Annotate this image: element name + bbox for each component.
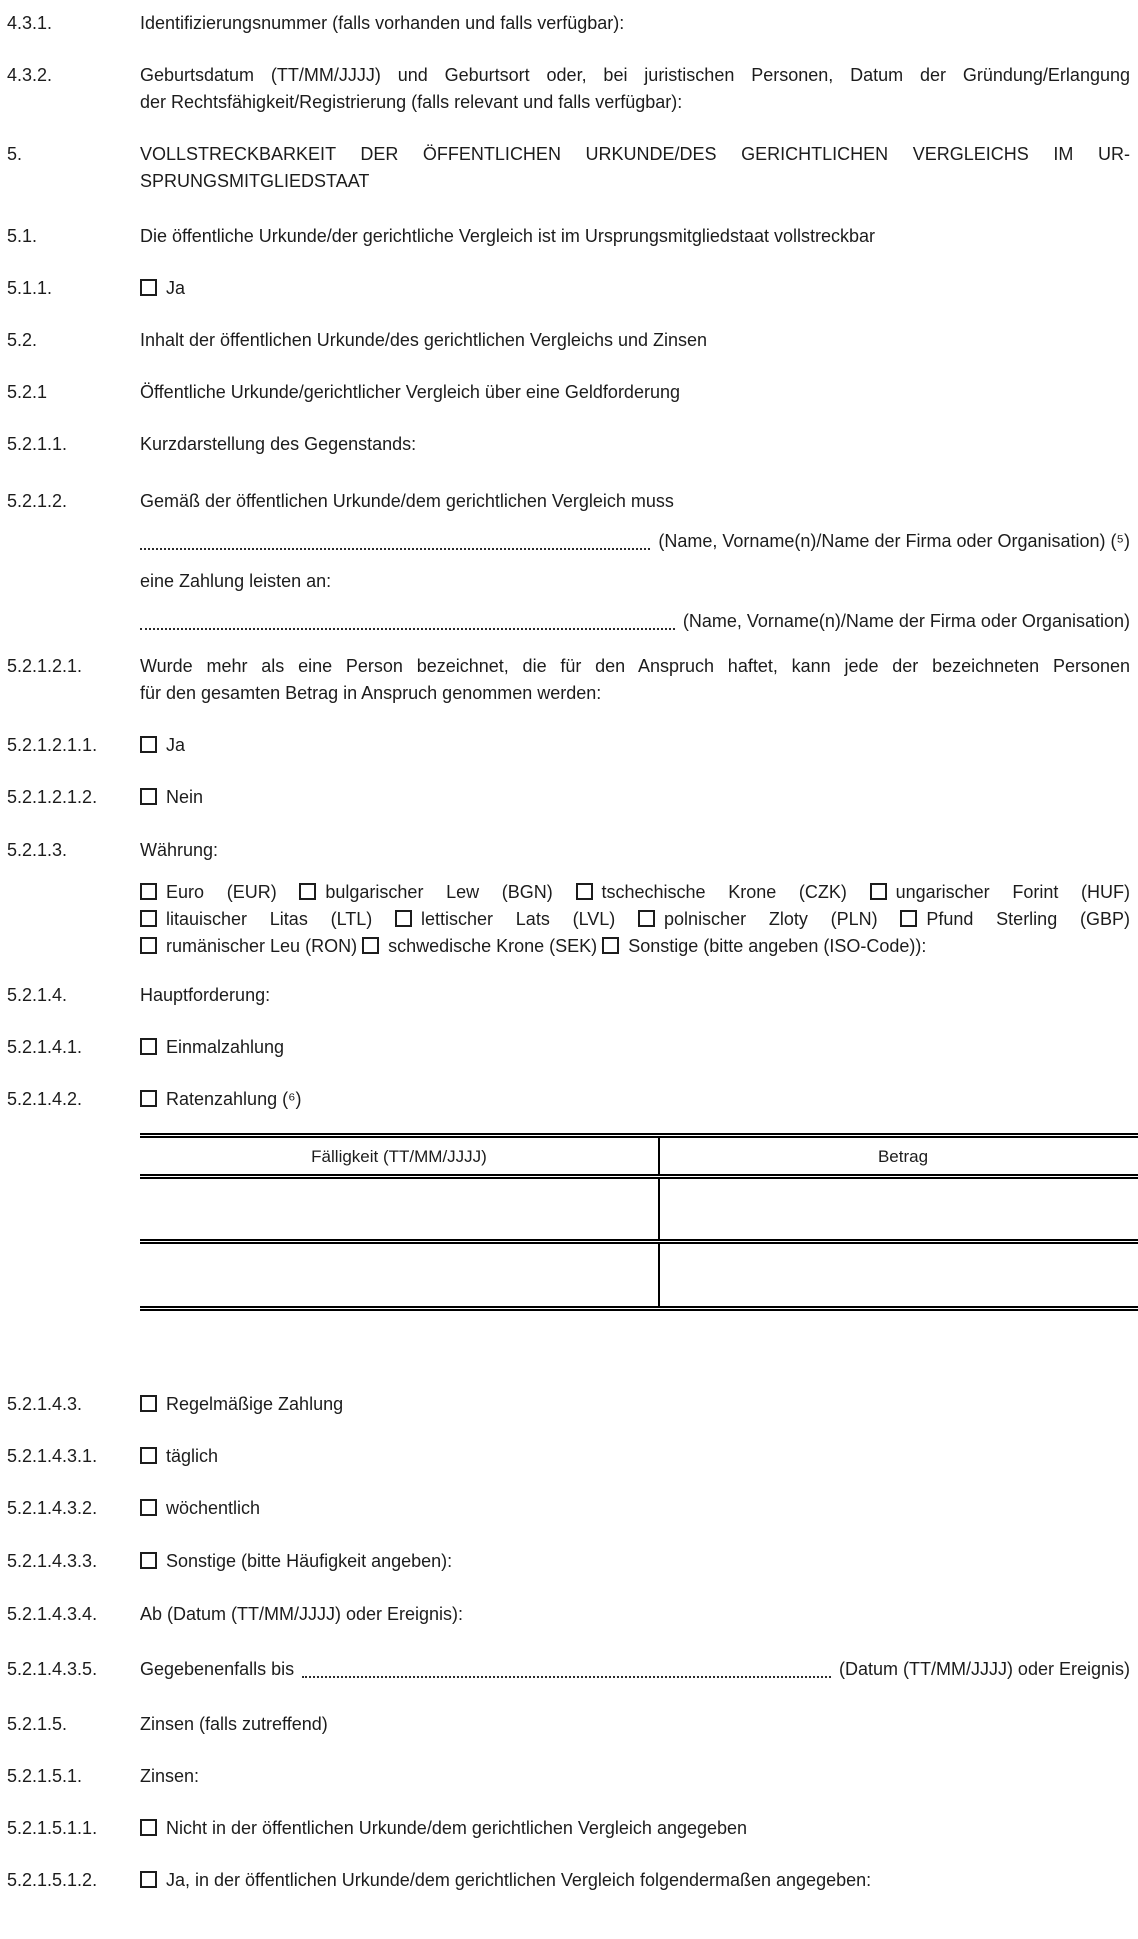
fill-in-line: [140, 608, 1130, 635]
form-row-5-2: [7, 327, 1130, 354]
form-row-5-1: [7, 223, 1130, 250]
item-number: 5.1.1.: [7, 278, 53, 298]
currency-option-label: lettischer Lats (LVL): [421, 909, 616, 929]
item-text: Währung:: [140, 840, 219, 860]
item-text: [140, 62, 1130, 116]
table-row: [140, 1242, 1138, 1309]
fill-in-label: (Name, Vorname(n)/Name der Firma oder Organisation) (⁵): [658, 531, 1130, 551]
currency-option: [140, 882, 277, 902]
dotted-input-line[interactable]: [140, 548, 650, 550]
form-row-5-2-1-5: [7, 1711, 1130, 1738]
dotted-input-line[interactable]: [302, 1676, 831, 1678]
checkbox-label: Sonstige (bitte Häufigkeit angeben):: [166, 1551, 453, 1571]
checkbox-czk[interactable]: [576, 883, 593, 900]
form-row-5-2-1-1: [7, 431, 1130, 458]
checkbox-ron[interactable]: [140, 937, 157, 954]
item-number: 5.2.1.4.3.4.: [7, 1604, 98, 1624]
item-text: Zinsen (falls zutreffend): [140, 1714, 328, 1734]
currency-option-label: rumänischer Leu (RON): [166, 936, 358, 956]
table-header-faelligkeit: Fälligkeit (TT/MM/JJJJ): [140, 1136, 659, 1177]
currency-option: [299, 882, 552, 902]
item-number: 5.2.1.2.1.: [7, 656, 83, 676]
form-row-5-2-1: [7, 379, 1130, 406]
form-row-5-2-1-4: [7, 982, 1130, 1009]
form-row-5-2-1-4-3: [7, 1391, 1130, 1418]
form-row-5-heading: [7, 141, 1130, 195]
checkbox-label: Einmalzahlung: [166, 1037, 285, 1057]
item-text: Zinsen:: [140, 1766, 200, 1786]
item-text: Die öffentliche Urkunde/der gerichtliche Vergleich ist im Ursprungsmitgliedstaat vollstreckbar: [140, 226, 875, 246]
form-row-5-2-1-4-3-5: [7, 1656, 1130, 1683]
form-row-4-3-1: [7, 10, 1130, 37]
item-number: 5.2.1.4.2.: [7, 1089, 83, 1109]
form-row-5-2-1-4-3-2: [7, 1495, 1130, 1522]
text-line: der Rechtsfähigkeit/Registrierung (falls relevant und falls verfügbar):: [140, 92, 683, 112]
checkbox-sonstige-haeufigkeit[interactable]: [140, 1552, 157, 1569]
currency-option-label: litauischer Litas (LTL): [166, 909, 373, 929]
form-row-5-1-1: [7, 275, 1130, 302]
checkbox-label: Regelmäßige Zahlung: [166, 1394, 344, 1414]
checkbox-zinsen-nicht-angegeben[interactable]: [140, 1819, 157, 1836]
currency-option: [602, 936, 926, 956]
checkbox-label: täglich: [166, 1446, 219, 1466]
text-line: Wurde mehr als eine Person bezeichnet, die für den Anspruch haftet, kann jede der bezeichneten Personen: [140, 656, 1130, 676]
text-line: Geburtsdatum (TT/MM/JJJJ) und Geburtsort oder, bei juristischen Personen, Datum der Gründung/Erlangung: [140, 65, 1130, 85]
checkbox-label: Ratenzahlung (⁶): [166, 1089, 302, 1109]
item-number: 5.2.1.4.3.: [7, 1394, 83, 1414]
item-number: 4.3.1.: [7, 13, 53, 33]
checkbox-nein[interactable]: [140, 788, 157, 805]
form-row-5-2-1-4-2: [7, 1086, 1130, 1113]
spacer: [7, 1133, 140, 1311]
dotted-input-line[interactable]: [140, 628, 675, 630]
checkbox-label: Ja, in der öffentlichen Urkunde/dem gerichtlichen Vergleich folgendermaßen angegeben:: [166, 1870, 872, 1890]
form-row-5-2-1-4-3-4: [7, 1601, 1130, 1628]
fill-in-label: (Datum (TT/MM/JJJJ) oder Ereignis): [838, 1659, 1130, 1679]
text-line: für den gesamten Betrag in Anspruch genommen werden:: [140, 683, 602, 703]
item-number: 5.: [7, 144, 23, 164]
item-text: Ab (Datum (TT/MM/JJJJ) oder Ereignis):: [140, 1604, 464, 1624]
table-header-betrag: Betrag: [659, 1136, 1138, 1177]
currency-option: [576, 882, 847, 902]
item-number: 5.2.1.4.1.: [7, 1037, 83, 1057]
installments-table: [140, 1133, 1138, 1311]
table-header-row: [140, 1136, 1138, 1177]
table-cell-amount[interactable]: [659, 1177, 1138, 1242]
currency-option-label: schwedische Krone (SEK): [388, 936, 598, 956]
checkbox-zinsen-angegeben[interactable]: [140, 1871, 157, 1888]
item-number: 5.2.1.5.1.1.: [7, 1818, 98, 1838]
item-number: 5.2.1.4.3.1.: [7, 1446, 98, 1466]
currency-option-label: polnischer Zloty (PLN): [664, 909, 878, 929]
item-number: 5.2.1.1.: [7, 434, 68, 454]
checkbox-sek[interactable]: [362, 937, 379, 954]
checkbox-taeglich[interactable]: [140, 1447, 157, 1464]
currency-options-line: [140, 906, 1130, 933]
item-number: 5.2.: [7, 330, 38, 350]
checkbox-eur[interactable]: [140, 883, 157, 900]
checkbox-lvl[interactable]: [395, 910, 412, 927]
item-number: 5.2.1.4.3.2.: [7, 1498, 98, 1518]
checkbox-label: wöchentlich: [166, 1498, 261, 1518]
form-row-4-3-2: [7, 62, 1130, 116]
currency-option: [395, 909, 615, 929]
form-row-5-2-1-3: [7, 837, 1130, 960]
currency-option: [900, 909, 1130, 929]
item-text: Gemäß der öffentlichen Urkunde/dem gerichtlichen Vergleich muss: [140, 491, 674, 511]
item-number: 4.3.2.: [7, 65, 53, 85]
item-number: 5.2.1.2.1.1.: [7, 735, 98, 755]
checkbox-label: Nicht in der öffentlichen Urkunde/dem gerichtlichen Vergleich angegeben: [166, 1818, 748, 1838]
currency-option-label: tschechische Krone (CZK): [601, 882, 847, 902]
fill-in-line: [140, 528, 1130, 555]
form-row-5-2-1-5-1-1: [7, 1815, 1130, 1842]
checkbox-ja[interactable]: [140, 736, 157, 753]
form-row-installments-table: [7, 1133, 1130, 1311]
checkbox-einmalzahlung[interactable]: [140, 1038, 157, 1055]
currency-options-line: [140, 933, 1130, 960]
form-row-5-2-1-2-1: [7, 653, 1130, 707]
item-text: Hauptforderung:: [140, 985, 271, 1005]
item-number: 5.2.1.5.1.2.: [7, 1870, 98, 1890]
currency-option-label: ungarischer Forint (HUF): [895, 882, 1130, 902]
currency-option: [870, 882, 1130, 902]
item-text: Kurzdarstellung des Gegenstands:: [140, 434, 417, 454]
item-number: 5.2.1.5.: [7, 1714, 68, 1734]
checkbox-pln[interactable]: [638, 910, 655, 927]
checkbox-label: Ja: [166, 735, 186, 755]
fill-in-prefix: Gegebenenfalls bis: [140, 1659, 295, 1679]
item-number: 5.2.1.3.: [7, 840, 68, 860]
section-heading: [140, 141, 1130, 195]
currency-option-label: bulgarischer Lew (BGN): [325, 882, 553, 902]
currency-option: [140, 909, 372, 929]
table-cell-amount[interactable]: [659, 1242, 1138, 1309]
item-number: 5.2.1.2.1.2.: [7, 787, 98, 807]
table-cell-due-date[interactable]: [140, 1242, 659, 1309]
checkbox-label: Ja: [166, 278, 186, 298]
currency-option-label: Pfund Sterling (GBP): [926, 909, 1130, 929]
fill-in-line: [140, 1656, 1130, 1683]
item-number: 5.2.1.4.: [7, 985, 68, 1005]
item-number: 5.1.: [7, 226, 38, 246]
table-cell-due-date[interactable]: [140, 1177, 659, 1242]
checkbox-huf[interactable]: [870, 883, 887, 900]
item-number: 5.2.1.5.1.: [7, 1766, 83, 1786]
form-row-5-2-1-2-1-2: [7, 784, 1130, 811]
form-row-5-2-1-5-1: [7, 1763, 1130, 1790]
table-row: [140, 1177, 1138, 1242]
currency-option: [140, 936, 357, 956]
form-row-5-2-1-5-1-2: [7, 1867, 1130, 1894]
form-row-5-2-1-2-1-1: [7, 732, 1130, 759]
form-row-5-2-1-4-3-1: [7, 1443, 1130, 1470]
currency-option-label: Sonstige (bitte angeben (ISO-Code)):: [628, 936, 927, 956]
currency-options-line: [140, 879, 1130, 906]
checkbox-regelmaessige-zahlung[interactable]: [140, 1395, 157, 1412]
item-number: 5.2.1: [7, 382, 48, 402]
checkbox-other-currency[interactable]: [602, 937, 619, 954]
checkbox-ltl[interactable]: [140, 910, 157, 927]
currency-option: [638, 909, 878, 929]
item-number: 5.2.1.4.3.3.: [7, 1551, 98, 1571]
form-row-5-2-1-4-3-3: [7, 1548, 1130, 1575]
form-row-5-2-1-4-1: [7, 1034, 1130, 1061]
checkbox-bgn[interactable]: [299, 883, 316, 900]
currency-option: [362, 936, 597, 956]
item-number: 5.2.1.4.3.5.: [7, 1659, 98, 1679]
checkbox-label: Nein: [166, 787, 204, 807]
checkbox-ja[interactable]: [140, 279, 157, 296]
item-text: eine Zahlung leisten an:: [140, 571, 332, 591]
text-line: SPRUNGSMITGLIEDSTAAT: [140, 171, 370, 191]
item-text: Öffentliche Urkunde/gerichtlicher Vergleich über eine Geldforderung: [140, 382, 680, 402]
checkbox-ratenzahlung[interactable]: [140, 1090, 157, 1107]
currency-options: [140, 879, 1130, 960]
text-line: VOLLSTRECKBARKEIT DER ÖFFENTLICHEN URKUNDE/DES GERICHTLICHEN VERGLEICHS IM UR-: [140, 144, 1130, 164]
checkbox-woechentlich[interactable]: [140, 1499, 157, 1516]
currency-option-label: Euro (EUR): [166, 882, 277, 902]
form-row-5-2-1-2: [7, 488, 1130, 635]
fill-in-label: (Name, Vorname(n)/Name der Firma oder Organisation): [682, 611, 1130, 631]
item-text: Identifizierungsnummer (falls vorhanden und falls verfügbar):: [140, 13, 625, 33]
item-number: 5.2.1.2.: [7, 491, 68, 511]
item-text: Inhalt der öffentlichen Urkunde/des gerichtlichen Vergleichs und Zinsen: [140, 330, 708, 350]
checkbox-gbp[interactable]: [900, 910, 917, 927]
